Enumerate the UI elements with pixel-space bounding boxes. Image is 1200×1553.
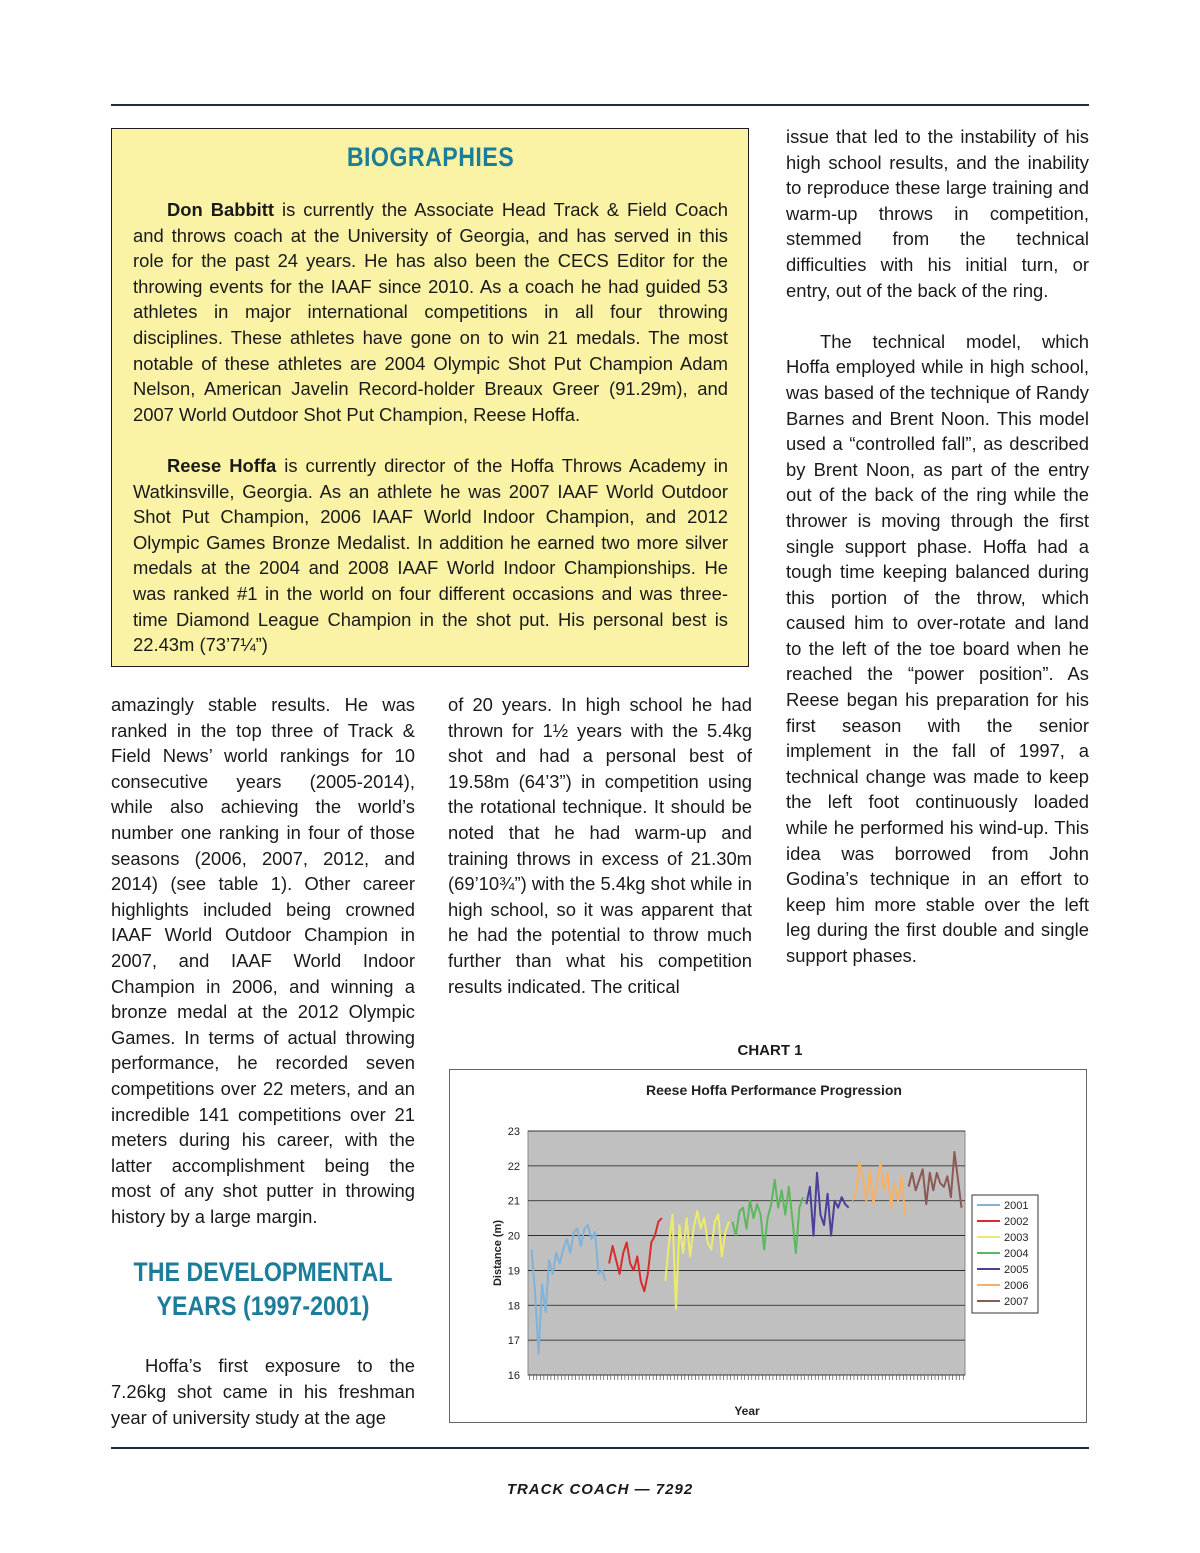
bottom-rule	[111, 1447, 1089, 1449]
y-axis-label: Distance (m)	[492, 1219, 504, 1287]
legend-label-2001: 2001	[1004, 1200, 1029, 1212]
bio-name-babbitt: Don Babbitt	[167, 199, 275, 220]
column-3	[786, 124, 1089, 969]
bio-paragraph-babbitt	[133, 197, 728, 427]
legend-label-2007: 2007	[1004, 1296, 1029, 1308]
biographies-title: BIOGRAPHIES	[346, 142, 515, 172]
column-2	[448, 692, 752, 999]
section-title	[132, 1255, 393, 1323]
bio-name-hoffa: Reese Hoffa	[167, 454, 277, 476]
y-tick-label: 23	[507, 1126, 520, 1138]
col1-paragraph-1: amazingly stable results. He was ranked in the top three of Track & Field News’ world rankings for 10 consecutive years (2005-2014), while also achieving the world’s number one ranking in four of those seasons (2006, 2007, 2012, and 2014) (see table 1). Other career highlights included being crowned IAAF World Outdoor Champion in 2007, and IAAF World Indoor Champion in 2006, and winning a bronze medal at the 2012 Olympic Games. In terms of actual throwing performance, he recorded seven competitions over 22 meters, and an incredible 141 competitions over 21 meters during his career, with the latter accomplishment being the most of any shot putter in throwing history by a large margin.	[111, 694, 415, 1227]
col1-paragraph-2: Hoffa’s first exposure to the 7.26kg shot came in his freshman year of university study at the age	[111, 1355, 415, 1428]
bio-text-babbitt: is currently the Associate Head Track & Field Coach and throws coach at the University of Georgia, and has served in this role for the past 24 years. He has also been the CECS Editor for the throwing events for the IAAF since 2010. As a coach he had guided 53 athletes in major international competitions in all four throwing disciplines. These athletes have gone on to win 21 medals. The most notable of these athletes are 2004 Olympic Shot Put Champion Adam Nelson, American Javelin Record-holder Breaux Greer (91.29m), and 2007 World Outdoor Shot Put Champion, Reese Hoffa.	[133, 199, 728, 425]
legend-label-2005: 2005	[1004, 1264, 1029, 1276]
y-tick-label: 18	[507, 1300, 520, 1313]
y-tick-label: 19	[507, 1265, 520, 1278]
section-title-line-1: THE DEVELOPMENTAL	[133, 1257, 393, 1288]
col2-paragraph-1: of 20 years. In high school he had thrown for 1½ years with the 5.4kg shot and had a personal best of 19.58m (64’3”) in competition using the rotational technique. It should be noted that he had warm-up and training throws in excess of 21.30m (69’10¾”) with the 5.4kg shot while in high school, so it was apparent that he had the potential to throw much further than what his competition results indicated. The critical	[448, 694, 752, 997]
biographies-box	[111, 128, 749, 667]
section-title-line-2: YEARS (1997-2001)	[156, 1291, 370, 1322]
y-tick-label: 17	[507, 1335, 520, 1348]
page-footer: TRACK COACH — 7292	[506, 1481, 694, 1498]
top-rule	[111, 104, 1089, 106]
chart-container	[449, 1069, 1087, 1423]
col3-paragraph-1: issue that led to the instability of his high school results, and the inability to reproduce these large training and warm-up throws in competition, stemmed from the technical difficulties with his initial turn, or entry, out of the back of the ring.	[786, 126, 1089, 301]
chart-title: Reese Hoffa Performance Progression	[646, 1082, 902, 1098]
legend-label-2003: 2003	[1004, 1232, 1029, 1244]
y-tick-label: 22	[507, 1160, 520, 1173]
y-tick-label: 16	[507, 1370, 520, 1382]
legend-label-2004: 2004	[1004, 1248, 1029, 1260]
chart-caption: CHART 1	[737, 1042, 803, 1059]
bio-text-hoffa: is currently director of the Hoffa Throws Academy in Watkinsville, Georgia. As an athlete he was 2007 IAAF World Outdoor Shot Put Champion, 2006 IAAF World Indoor Champion, and 2012 Olympic Games Bronze Medalist. In addition he earned two more silver medals at the 2004 and 2008 IAAF World Indoor Championships. He was ranked #1 in the world on four different occasions and was three-time Diamond League Champion in the shot put. His personal best is 22.43m (73’7¼”)	[133, 454, 728, 656]
plot-area	[528, 1131, 965, 1375]
x-axis-label: Year	[734, 1404, 760, 1418]
y-tick-label: 21	[507, 1195, 520, 1208]
column-1	[111, 692, 415, 1430]
performance-chart	[450, 1070, 1085, 1421]
y-tick-label: 20	[507, 1230, 520, 1243]
bio-paragraph-hoffa	[133, 453, 728, 658]
col3-paragraph-2: The technical model, which Hoffa employed while in high school, was based of the technique of Randy Barnes and Brent Noon. This model used a “controlled fall”, as described by Brent Noon, as part of the entry out of the back of the ring while the thrower is moving through the first single support phase. Hoffa had a tough time keeping balanced during this portion of the throw, which caused him to over-rotate and land to the left of the toe board when he reached the “power position”. As Reese began his preparation for his first season with the senior implement in the fall of 1997, a technical change was made to keep the left foot continuously loaded while he performed his wind-up. This idea was borrowed from John Godina’s technique in an effort to keep him more stable over the left leg during the first double and single support phases.	[786, 330, 1089, 966]
legend-label-2002: 2002	[1004, 1216, 1029, 1228]
legend-label-2006: 2006	[1004, 1280, 1029, 1292]
